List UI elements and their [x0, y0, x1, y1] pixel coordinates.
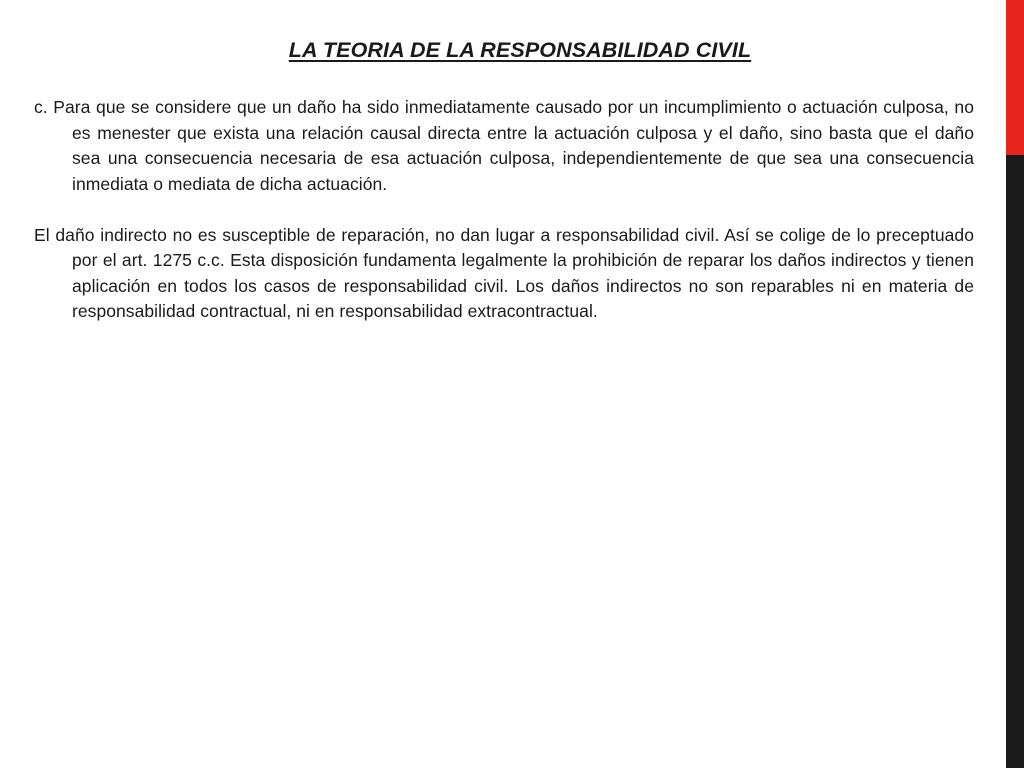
- paragraph-causal-relation: c. Para que se considere que un daño ha sido inmediatamente causado por un incumplimiento o actuación culposa, no es menester que exista una relación causal directa entre la actuación culposa y el daño, sino basta que el daño sea una consecuencia necesaria de esa actuación culposa, independientemente de que sea una consecuencia inmediata o mediata de dicha actuación.: [34, 97, 974, 194]
- side-bar-dark-segment: [1006, 155, 1024, 768]
- paragraph-indirect-damage: El daño indirecto no es susceptible de reparación, no dan lugar a responsabilidad civil. Así se colige de lo preceptuado por el art. 1275 c.c. Esta disposición fundamenta legalmente la prohibición de reparar los daños indirectos y tienen aplicación en todos los casos de responsabilidad civil. Los daños indirectos no son reparables ni en materia de responsabilidad contractual, ni en responsabilidad extracontractual.: [34, 224, 974, 321]
- slide-title: LA TEORIA DE LA RESPONSABILIDAD CIVIL: [288, 38, 752, 62]
- side-bar-red-segment: [1006, 0, 1024, 155]
- slide-body: [34, 95, 974, 325]
- decorative-side-bar: [1006, 0, 1024, 768]
